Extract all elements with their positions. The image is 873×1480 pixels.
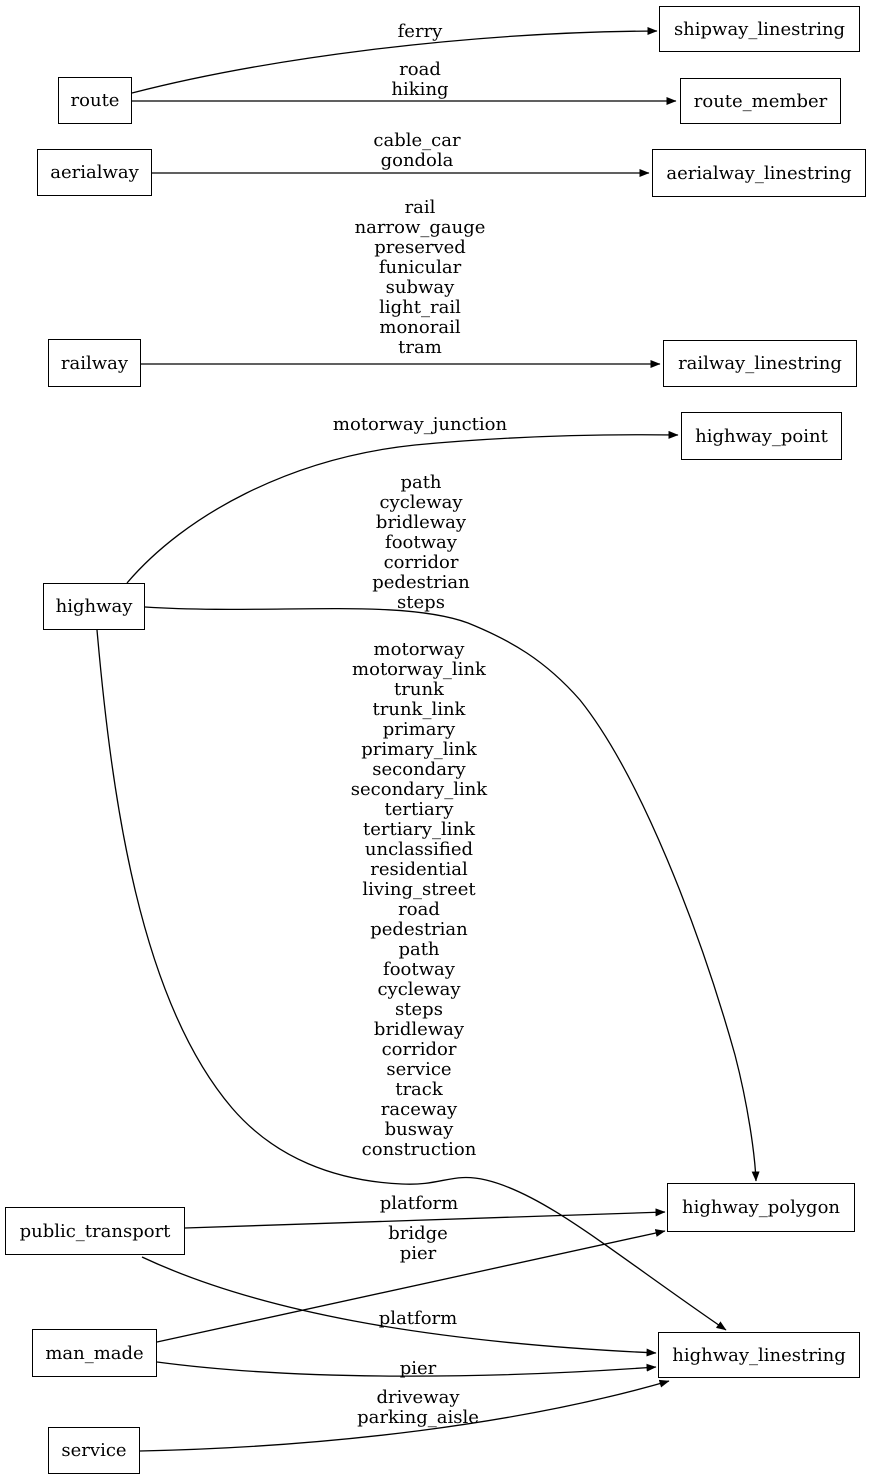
edge-label-public_transport-to-highway_linestring (379, 1309, 457, 1329)
node-label-public_transport: public_transport (19, 1220, 171, 1242)
edge-label-line: bridge (388, 1223, 448, 1244)
node-man_made (32, 1329, 157, 1377)
edge-label-railway-to-railway_linestring (355, 198, 486, 358)
node-label-aerialway: aerialway (50, 162, 139, 183)
edge-label-line: residential (370, 859, 468, 880)
edge-label-highway-to-highway_linestring (351, 640, 487, 1160)
node-shipway_linestring (659, 6, 860, 52)
edge-label-line: path (400, 472, 442, 493)
edge-label-line: service (386, 1059, 452, 1080)
edge-label-line: rail (404, 197, 436, 218)
edge-label-line: tram (398, 337, 442, 358)
node-label-service: service (61, 1440, 127, 1461)
edge-label-line: primary_link (361, 739, 477, 760)
node-label-railway_linestring: railway_linestring (678, 353, 842, 374)
edge-label-line: trunk (394, 679, 444, 700)
edge-label-line: ferry (397, 21, 443, 42)
node-label-route_member: route_member (693, 90, 828, 112)
edge-label-line: steps (397, 592, 445, 613)
node-railway (48, 339, 141, 387)
node-label-highway: highway (55, 596, 133, 617)
edge-label-line: trunk_link (372, 699, 466, 720)
edge-label-line: preserved (374, 237, 466, 258)
edge-label-line: gondola (380, 150, 454, 171)
edge-label-man_made-to-highway_linestring (400, 1359, 437, 1379)
node-label-highway_polygon: highway_polygon (681, 1197, 840, 1218)
edge-label-line: tertiary (384, 799, 454, 820)
node-railway_linestring (663, 340, 857, 387)
edge-public_transport-to-highway_linestring (142, 1257, 656, 1353)
edge-label-line: subway (385, 277, 455, 298)
edge-label-line: path (398, 939, 440, 960)
edge-label-line: cable_car (373, 130, 461, 151)
node-label-route: route (70, 90, 120, 111)
edge-label-line: footway (385, 532, 457, 553)
edge-label-line: road (398, 899, 440, 920)
node-label-highway_linestring: highway_linestring (672, 1344, 846, 1366)
edge-label-line: bridleway (375, 512, 467, 533)
node-label-aerialway_linestring: aerialway_linestring (666, 162, 852, 184)
edge-label-line: road (399, 59, 441, 80)
edge-label-line: secondary_link (350, 779, 488, 800)
node-label-man_made: man_made (45, 1342, 144, 1364)
edge-label-line: monorail (379, 317, 461, 338)
edge-label-line: steps (395, 999, 443, 1020)
node-aerialway_linestring (652, 149, 866, 197)
edge-label-highway-to-highway_polygon (372, 473, 470, 613)
edge-label-line: unclassified (364, 839, 474, 860)
edge-label-line: raceway (380, 1099, 458, 1120)
edge-label-line: parking_aisle (357, 1407, 479, 1428)
node-route (58, 77, 132, 124)
edge-label-line: hiking (391, 79, 449, 100)
edge-label-line: narrow_gauge (354, 217, 486, 238)
edge-label-line: secondary (372, 759, 466, 780)
node-highway (43, 583, 145, 630)
edge-label-line: funicular (378, 257, 462, 278)
edge-label-line: pier (399, 1358, 437, 1379)
edge-label-line: bridleway (373, 1019, 465, 1040)
edge-label-route-to-shipway_linestring (398, 22, 443, 42)
edge-label-public_transport-to-highway_polygon (380, 1194, 458, 1214)
edge-label-line: light_rail (379, 297, 461, 318)
node-label-shipway_linestring: shipway_linestring (673, 18, 846, 40)
edge-label-line: construction (361, 1139, 477, 1160)
node-label-railway: railway (60, 352, 129, 374)
edge-label-line: corridor (381, 1039, 457, 1060)
node-label-highway_point: highway_point (695, 425, 828, 447)
edge-label-line: motorway (373, 639, 465, 660)
edge-label-line: tertiary_link (362, 819, 475, 840)
edge-label-line: pedestrian (372, 572, 470, 593)
edge-label-line: pier (399, 1243, 437, 1264)
edge-label-line: corridor (383, 552, 459, 573)
edge-label-aerialway-to-aerialway_linestring (373, 131, 460, 171)
edge-label-line: platform (379, 1193, 459, 1214)
node-public_transport (5, 1207, 185, 1255)
edge-label-line: pedestrian (370, 919, 468, 940)
edge-label-route-to-route_member (391, 60, 448, 100)
node-route_member (680, 78, 841, 124)
edge-label-line: footway (383, 959, 455, 980)
edge-label-man_made-to-highway_polygon (388, 1224, 448, 1264)
edge-label-line: motorway_junction (332, 414, 508, 435)
edge-label-line: driveway (376, 1387, 460, 1408)
edge-label-line: cycleway (379, 492, 463, 513)
edge-label-line: primary (382, 719, 456, 740)
edge-label-line: platform (378, 1308, 458, 1329)
edge-label-line: busway (384, 1119, 454, 1140)
edge-label-line: motorway_link (352, 659, 486, 680)
node-aerialway (37, 149, 152, 196)
edge-label-line: track (395, 1079, 443, 1100)
node-highway_linestring (658, 1332, 860, 1378)
node-highway_point (681, 412, 842, 460)
edge-label-service-to-highway_linestring (357, 1388, 479, 1428)
edge-label-line: cycleway (377, 979, 461, 1000)
edge-label-line: living_street (362, 879, 476, 900)
node-service (48, 1427, 140, 1474)
edge-label-highway-to-highway_point (333, 415, 507, 435)
node-highway_polygon (667, 1183, 855, 1232)
